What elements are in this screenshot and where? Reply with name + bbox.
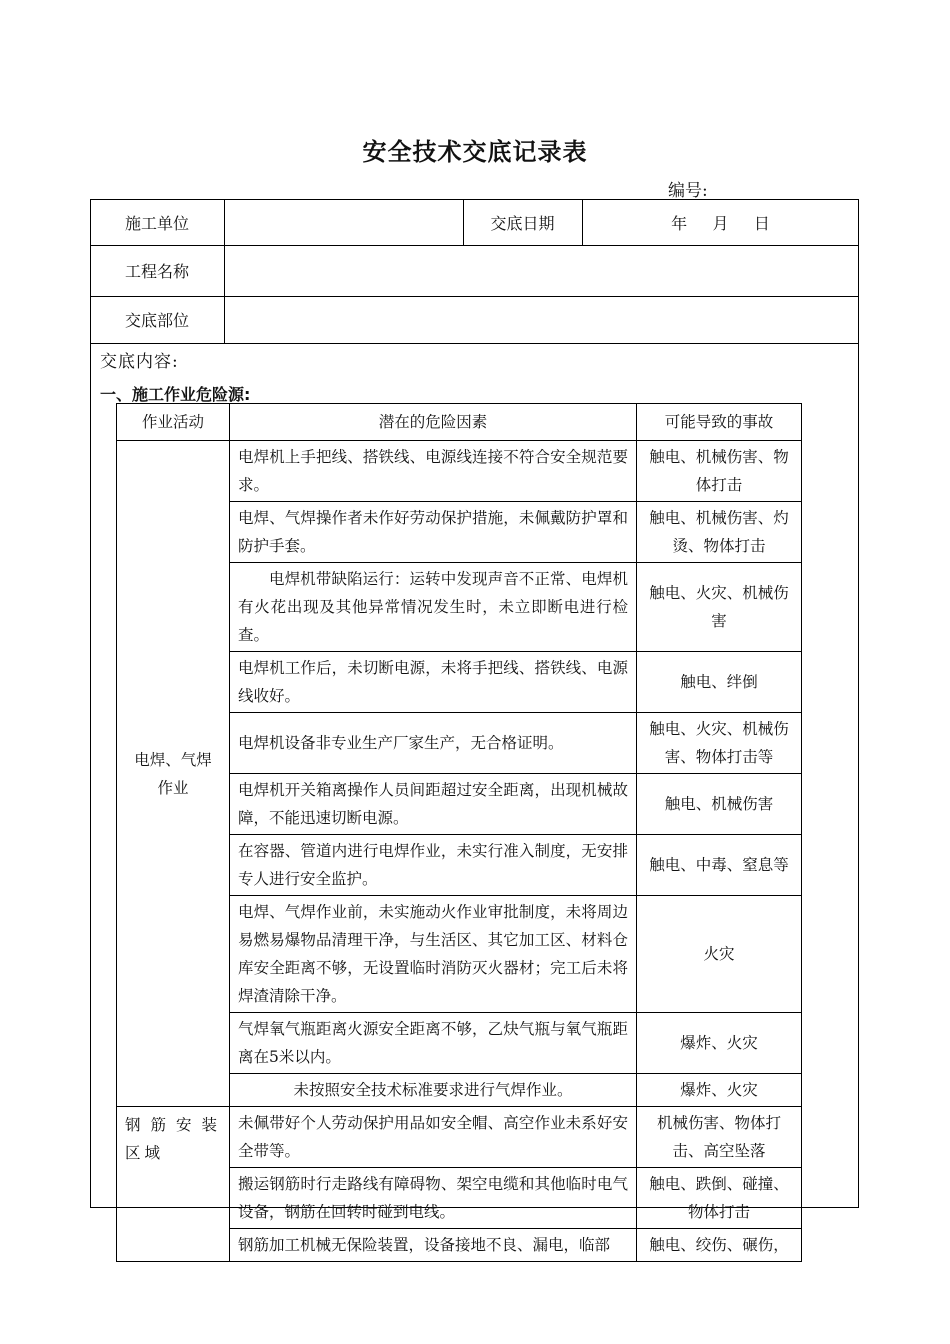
activity-cell: 电焊、气焊作业 bbox=[117, 441, 230, 1107]
table-row bbox=[117, 441, 802, 502]
accident-cell: 触电、火灾、机械伤害、物体打击等 bbox=[637, 713, 802, 774]
risk-cell: 气焊氧气瓶距离火源安全距离不够，乙炔气瓶与氧气瓶距离在5米以内。 bbox=[230, 1013, 637, 1074]
accident-cell: 爆炸、火灾 bbox=[637, 1074, 802, 1107]
table-header-row bbox=[117, 404, 802, 441]
section-heading: 一、施工作业危险源: bbox=[100, 385, 251, 404]
risk-cell: 电焊、气焊操作者未作好劳动保护措施，未佩戴防护罩和防护手套。 bbox=[230, 502, 637, 563]
date-field[interactable]: 年 月 日 bbox=[671, 213, 770, 233]
divider bbox=[90, 343, 859, 344]
risk-cell: 电焊机上手把线、搭铁线、电源线连接不符合安全规范要求。 bbox=[230, 441, 637, 502]
accident-cell: 火灾 bbox=[637, 896, 802, 1013]
project-name-field[interactable] bbox=[224, 245, 859, 296]
serial-number-label: 编号: bbox=[668, 181, 708, 201]
risk-cell: 电焊机开关箱离操作人员间距超过安全距离，出现机械故障，不能迅速切断电源。 bbox=[230, 774, 637, 835]
risk-cell: 电焊机带缺陷运行：运转中发现声音不正常、电焊机有火花出现及其他异常情况发生时，未立即断电进行检查。 bbox=[230, 563, 637, 652]
location-field[interactable] bbox=[224, 296, 859, 343]
construction-unit-label: 施工单位 bbox=[124, 213, 189, 233]
risk-cell: 电焊、气焊作业前，未实施动火作业审批制度，未将周边易燃易爆物品清理干净，与生活区、其它加工区、材料仓库安全距离不够，无设置临时消防灭火器材；完工后未将焊渣清除干净。 bbox=[230, 896, 637, 1013]
hazard-table bbox=[116, 403, 802, 1262]
column-header: 潜在的危险因素 bbox=[230, 404, 637, 441]
risk-cell: 钢筋加工机械无保险装置，设备接地不良、漏电，临部 bbox=[230, 1229, 637, 1262]
content-label: 交底内容: bbox=[100, 352, 179, 372]
accident-cell: 触电、绞伤、碾伤， bbox=[637, 1229, 802, 1262]
accident-cell: 触电、绊倒 bbox=[637, 652, 802, 713]
project-name-label: 工程名称 bbox=[124, 262, 189, 281]
accident-cell: 触电、机械伤害、物体打击 bbox=[637, 441, 802, 502]
accident-cell: 爆炸、火灾 bbox=[637, 1013, 802, 1074]
risk-cell: 未按照安全技术标准要求进行气焊作业。 bbox=[230, 1074, 637, 1107]
activity-cell: 钢筋安装区域 bbox=[117, 1107, 230, 1262]
risk-cell: 电焊机工作后，未切断电源，未将手把线、搭铁线、电源线收好。 bbox=[230, 652, 637, 713]
accident-cell: 触电、中毒、窒息等 bbox=[637, 835, 802, 896]
location-label: 交底部位 bbox=[124, 311, 189, 330]
risk-cell: 搬运钢筋时行走路线有障碍物、架空电缆和其他临时电气设备，钢筋在回转时碰到电线。 bbox=[230, 1168, 637, 1229]
accident-cell: 触电、机械伤害 bbox=[637, 774, 802, 835]
accident-cell: 触电、火灾、机械伤害 bbox=[637, 563, 802, 652]
risk-cell: 未佩带好个人劳动保护用品如安全帽、高空作业未系好安全带等。 bbox=[230, 1107, 637, 1168]
construction-unit-field[interactable] bbox=[224, 199, 463, 245]
document-title: 安全技术交底记录表 bbox=[362, 138, 588, 166]
risk-cell: 在容器、管道内进行电焊作业，未实行准入制度，无安排专人进行安全监护。 bbox=[230, 835, 637, 896]
table-row bbox=[117, 1107, 802, 1168]
column-header: 可能导致的事故 bbox=[637, 404, 802, 441]
accident-cell: 机械伤害、物体打击、高空坠落 bbox=[637, 1107, 802, 1168]
accident-cell: 触电、跌倒、碰撞、物体打击 bbox=[637, 1168, 802, 1229]
accident-cell: 触电、机械伤害、灼烫、物体打击 bbox=[637, 502, 802, 563]
risk-cell: 电焊机设备非专业生产厂家生产，无合格证明。 bbox=[230, 713, 637, 774]
date-label: 交底日期 bbox=[490, 213, 555, 233]
column-header: 作业活动 bbox=[117, 404, 230, 441]
